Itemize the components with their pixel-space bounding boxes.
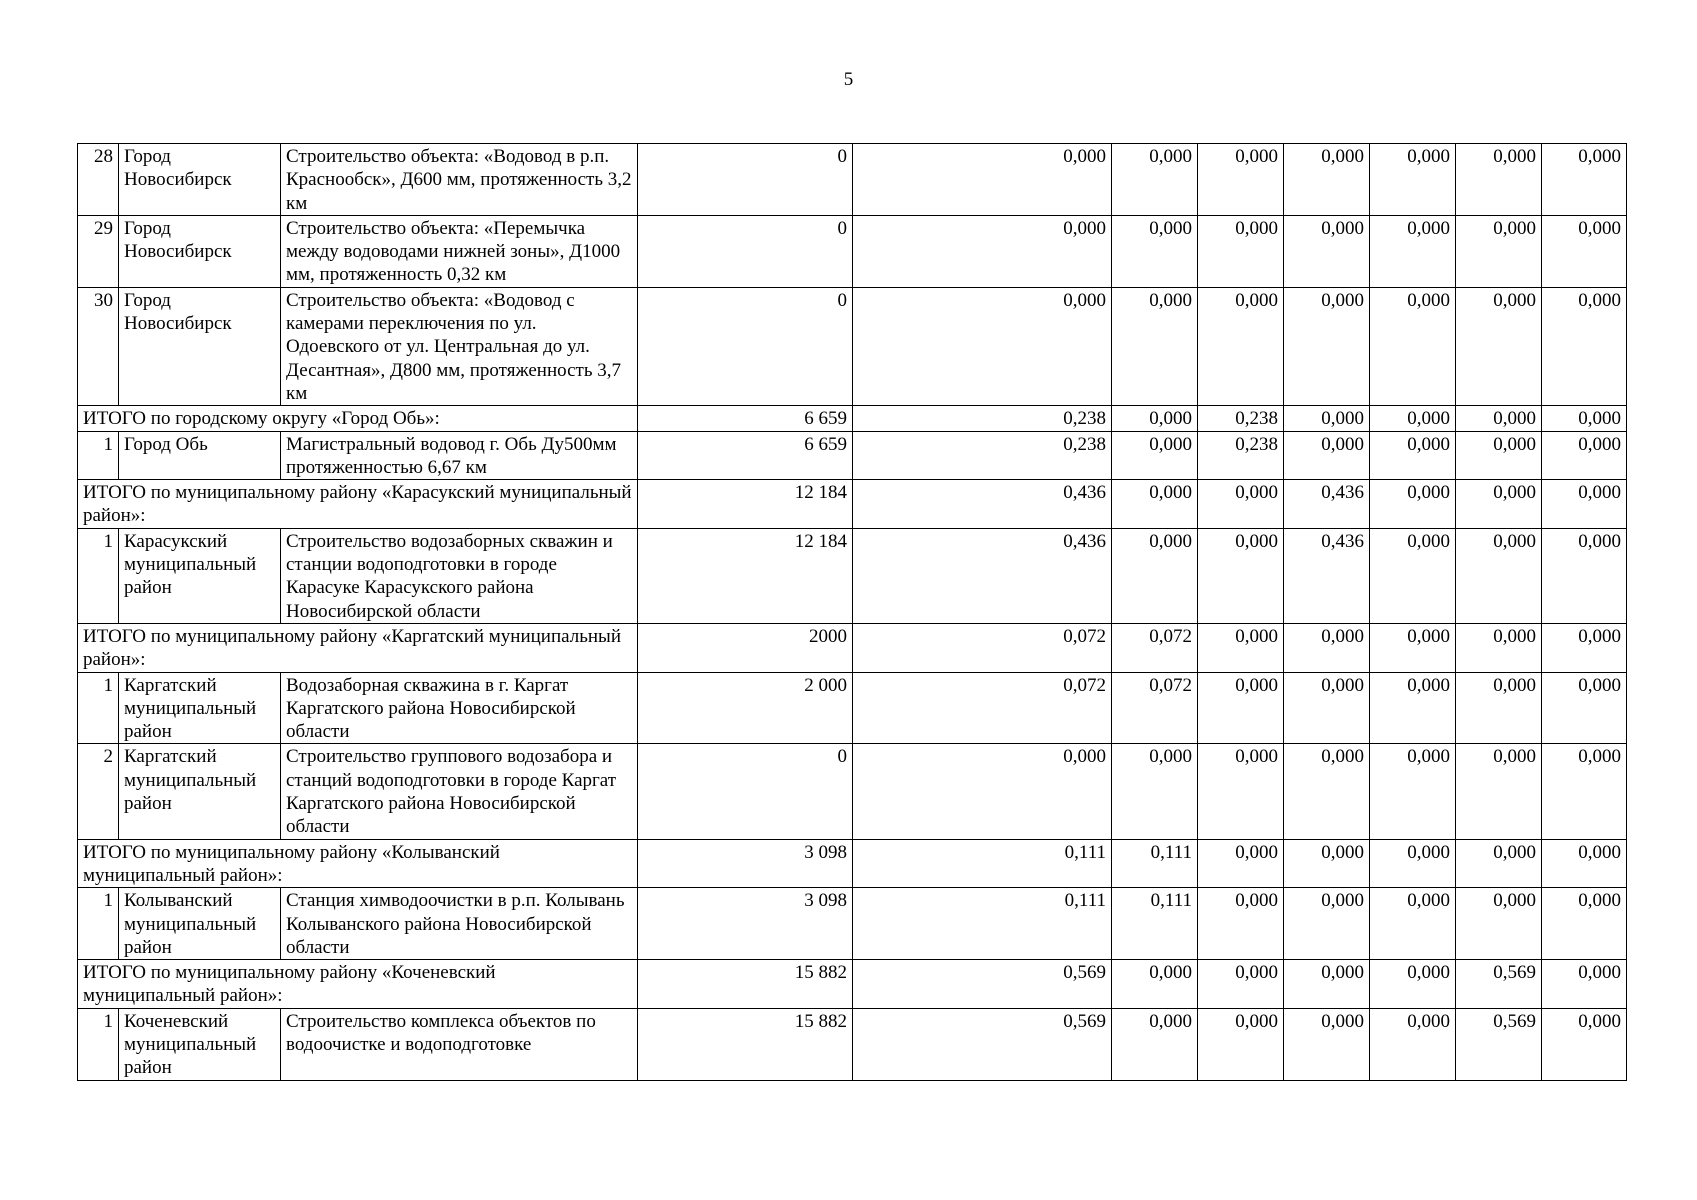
value-cell-2: 0,000	[853, 287, 1112, 405]
total-label-cell: ИТОГО по муниципальному району «Коченевский муниципальный район»:	[78, 960, 638, 1009]
object-cell: Строительство группового водозабора и станций водоподготовки в городе Каргат Каргатского района Новосибирской области	[281, 744, 638, 839]
value-cell-2: 0,111	[853, 839, 1112, 888]
value-cell-8: 0,000	[1542, 839, 1627, 888]
value-cell-8: 0,000	[1542, 1008, 1627, 1080]
value-cell-4: 0,000	[1198, 839, 1284, 888]
value-cell-5: 0,000	[1284, 839, 1370, 888]
value-cell-2: 0,111	[853, 888, 1112, 960]
value-cell-4: 0,000	[1198, 215, 1284, 287]
value-cell-7: 0,000	[1456, 431, 1542, 480]
value-cell-4: 0,000	[1198, 144, 1284, 216]
table-row	[78, 744, 1627, 839]
value-cell-4: 0,000	[1198, 480, 1284, 529]
value-cell-1: 0	[638, 744, 853, 839]
table-row	[78, 672, 1627, 744]
value-cell-3: 0,000	[1112, 431, 1198, 480]
value-cell-3: 0,000	[1112, 144, 1198, 216]
value-cell-1: 3 098	[638, 839, 853, 888]
value-cell-6: 0,000	[1370, 528, 1456, 623]
value-cell-3: 0,000	[1112, 287, 1198, 405]
value-cell-2: 0,072	[853, 672, 1112, 744]
value-cell-1: 15 882	[638, 960, 853, 1009]
value-cell-1: 12 184	[638, 528, 853, 623]
object-cell: Строительство объекта: «Водовод с камерами переключения по ул. Одоевского от ул. Центральная до ул. Десантная», Д800 мм, протяженность 3,7 км	[281, 287, 638, 405]
total-row	[78, 480, 1627, 529]
table-row	[78, 287, 1627, 405]
value-cell-6: 0,000	[1370, 480, 1456, 529]
row-number-cell: 30	[78, 287, 119, 405]
value-cell-2: 0,072	[853, 623, 1112, 672]
value-cell-1: 6 659	[638, 431, 853, 480]
value-cell-7: 0,000	[1456, 839, 1542, 888]
district-cell: Карасукский муниципальный район	[119, 528, 281, 623]
district-cell: Город Новосибирск	[119, 287, 281, 405]
value-cell-6: 0,000	[1370, 1008, 1456, 1080]
row-number-cell: 1	[78, 1008, 119, 1080]
value-cell-6: 0,000	[1370, 839, 1456, 888]
value-cell-4: 0,000	[1198, 1008, 1284, 1080]
row-number-cell: 1	[78, 431, 119, 480]
row-number-cell: 2	[78, 744, 119, 839]
value-cell-5: 0,436	[1284, 480, 1370, 529]
table-body	[78, 144, 1627, 1081]
table-row	[78, 144, 1627, 216]
value-cell-3: 0,000	[1112, 406, 1198, 431]
object-cell: Строительство объекта: «Перемычка между водоводами нижней зоны», Д1000 мм, протяженность 0,32 км	[281, 215, 638, 287]
value-cell-5: 0,000	[1284, 215, 1370, 287]
value-cell-5: 0,436	[1284, 528, 1370, 623]
value-cell-7: 0,000	[1456, 480, 1542, 529]
value-cell-5: 0,000	[1284, 623, 1370, 672]
value-cell-2: 0,238	[853, 406, 1112, 431]
value-cell-6: 0,000	[1370, 144, 1456, 216]
row-number-cell: 1	[78, 888, 119, 960]
row-number-cell: 1	[78, 672, 119, 744]
value-cell-3: 0,000	[1112, 480, 1198, 529]
total-row	[78, 623, 1627, 672]
value-cell-2: 0,238	[853, 431, 1112, 480]
value-cell-7: 0,000	[1456, 744, 1542, 839]
value-cell-4: 0,238	[1198, 431, 1284, 480]
table-row	[78, 431, 1627, 480]
value-cell-8: 0,000	[1542, 888, 1627, 960]
value-cell-1: 3 098	[638, 888, 853, 960]
value-cell-6: 0,000	[1370, 287, 1456, 405]
total-label-cell: ИТОГО по муниципальному району «Колыванский муниципальный район»:	[78, 839, 638, 888]
value-cell-4: 0,000	[1198, 528, 1284, 623]
value-cell-6: 0,000	[1370, 672, 1456, 744]
value-cell-8: 0,000	[1542, 623, 1627, 672]
value-cell-7: 0,000	[1456, 406, 1542, 431]
value-cell-3: 0,000	[1112, 960, 1198, 1009]
value-cell-5: 0,000	[1284, 744, 1370, 839]
value-cell-8: 0,000	[1542, 528, 1627, 623]
value-cell-2: 0,569	[853, 960, 1112, 1009]
value-cell-1: 2000	[638, 623, 853, 672]
district-cell: Город Новосибирск	[119, 215, 281, 287]
value-cell-3: 0,000	[1112, 1008, 1198, 1080]
value-cell-5: 0,000	[1284, 960, 1370, 1009]
value-cell-1: 0	[638, 144, 853, 216]
value-cell-5: 0,000	[1284, 888, 1370, 960]
value-cell-6: 0,000	[1370, 406, 1456, 431]
object-cell: Магистральный водовод г. Обь Ду500мм протяженностью 6,67 км	[281, 431, 638, 480]
value-cell-8: 0,000	[1542, 960, 1627, 1009]
value-cell-3: 0,000	[1112, 528, 1198, 623]
value-cell-4: 0,238	[1198, 406, 1284, 431]
value-cell-7: 0,569	[1456, 960, 1542, 1009]
district-cell: Город Новосибирск	[119, 144, 281, 216]
total-row	[78, 406, 1627, 431]
value-cell-4: 0,000	[1198, 672, 1284, 744]
value-cell-8: 0,000	[1542, 144, 1627, 216]
value-cell-1: 0	[638, 287, 853, 405]
total-row	[78, 960, 1627, 1009]
value-cell-7: 0,000	[1456, 215, 1542, 287]
value-cell-6: 0,000	[1370, 215, 1456, 287]
value-cell-2: 0,000	[853, 744, 1112, 839]
value-cell-6: 0,000	[1370, 960, 1456, 1009]
value-cell-3: 0,072	[1112, 672, 1198, 744]
object-cell: Водозаборная скважина в г. Каргат Каргатского района Новосибирской области	[281, 672, 638, 744]
value-cell-2: 0,569	[853, 1008, 1112, 1080]
value-cell-6: 0,000	[1370, 623, 1456, 672]
value-cell-2: 0,436	[853, 480, 1112, 529]
value-cell-4: 0,000	[1198, 888, 1284, 960]
value-cell-8: 0,000	[1542, 672, 1627, 744]
value-cell-7: 0,000	[1456, 287, 1542, 405]
value-cell-1: 2 000	[638, 672, 853, 744]
value-cell-8: 0,000	[1542, 406, 1627, 431]
total-label-cell: ИТОГО по городскому округу «Город Обь»:	[78, 406, 638, 431]
value-cell-5: 0,000	[1284, 144, 1370, 216]
value-cell-4: 0,000	[1198, 623, 1284, 672]
value-cell-8: 0,000	[1542, 480, 1627, 529]
district-cell: Город Обь	[119, 431, 281, 480]
value-cell-4: 0,000	[1198, 960, 1284, 1009]
table-row	[78, 888, 1627, 960]
value-cell-6: 0,000	[1370, 744, 1456, 839]
value-cell-5: 0,000	[1284, 672, 1370, 744]
row-number-cell: 29	[78, 215, 119, 287]
value-cell-7: 0,000	[1456, 888, 1542, 960]
object-cell: Строительство комплекса объектов по водоочистке и водоподготовке	[281, 1008, 638, 1080]
value-cell-3: 0,072	[1112, 623, 1198, 672]
value-cell-7: 0,000	[1456, 623, 1542, 672]
value-cell-7: 0,000	[1456, 672, 1542, 744]
row-number-cell: 28	[78, 144, 119, 216]
value-cell-8: 0,000	[1542, 215, 1627, 287]
value-cell-3: 0,000	[1112, 215, 1198, 287]
value-cell-5: 0,000	[1284, 406, 1370, 431]
district-cell: Каргатский муниципальный район	[119, 744, 281, 839]
object-cell: Строительство объекта: «Водовод в р.п. Краснообск», Д600 мм, протяженность 3,2 км	[281, 144, 638, 216]
value-cell-5: 0,000	[1284, 431, 1370, 480]
object-cell: Строительство водозаборных скважин и станции водоподготовки в городе Карасуке Карасукского района Новосибирской области	[281, 528, 638, 623]
value-cell-8: 0,000	[1542, 744, 1627, 839]
page-number: 5	[843, 69, 854, 90]
value-cell-2: 0,000	[853, 144, 1112, 216]
value-cell-8: 0,000	[1542, 287, 1627, 405]
value-cell-5: 0,000	[1284, 287, 1370, 405]
value-cell-1: 0	[638, 215, 853, 287]
value-cell-3: 0,111	[1112, 888, 1198, 960]
value-cell-7: 0,000	[1456, 144, 1542, 216]
object-cell: Станция химводоочистки в р.п. Колывань Колыванского района Новосибирской области	[281, 888, 638, 960]
value-cell-5: 0,000	[1284, 1008, 1370, 1080]
district-cell: Колыванский муниципальный район	[119, 888, 281, 960]
value-cell-4: 0,000	[1198, 287, 1284, 405]
total-label-cell: ИТОГО по муниципальному району «Карасукский муниципальный район»:	[78, 480, 638, 529]
district-cell: Каргатский муниципальный район	[119, 672, 281, 744]
value-cell-1: 15 882	[638, 1008, 853, 1080]
total-label-cell: ИТОГО по муниципальному району «Каргатский муниципальный район»:	[78, 623, 638, 672]
value-cell-7: 0,569	[1456, 1008, 1542, 1080]
table-row	[78, 215, 1627, 287]
value-cell-6: 0,000	[1370, 431, 1456, 480]
value-cell-8: 0,000	[1542, 431, 1627, 480]
table-row	[78, 528, 1627, 623]
total-row	[78, 839, 1627, 888]
value-cell-6: 0,000	[1370, 888, 1456, 960]
value-cell-2: 0,436	[853, 528, 1112, 623]
value-cell-7: 0,000	[1456, 528, 1542, 623]
value-cell-2: 0,000	[853, 215, 1112, 287]
value-cell-4: 0,000	[1198, 744, 1284, 839]
district-cell: Коченевский муниципальный район	[119, 1008, 281, 1080]
table-row	[78, 1008, 1627, 1080]
value-cell-3: 0,111	[1112, 839, 1198, 888]
row-number-cell: 1	[78, 528, 119, 623]
value-cell-3: 0,000	[1112, 744, 1198, 839]
value-cell-1: 6 659	[638, 406, 853, 431]
data-table	[77, 143, 1627, 1081]
value-cell-1: 12 184	[638, 480, 853, 529]
